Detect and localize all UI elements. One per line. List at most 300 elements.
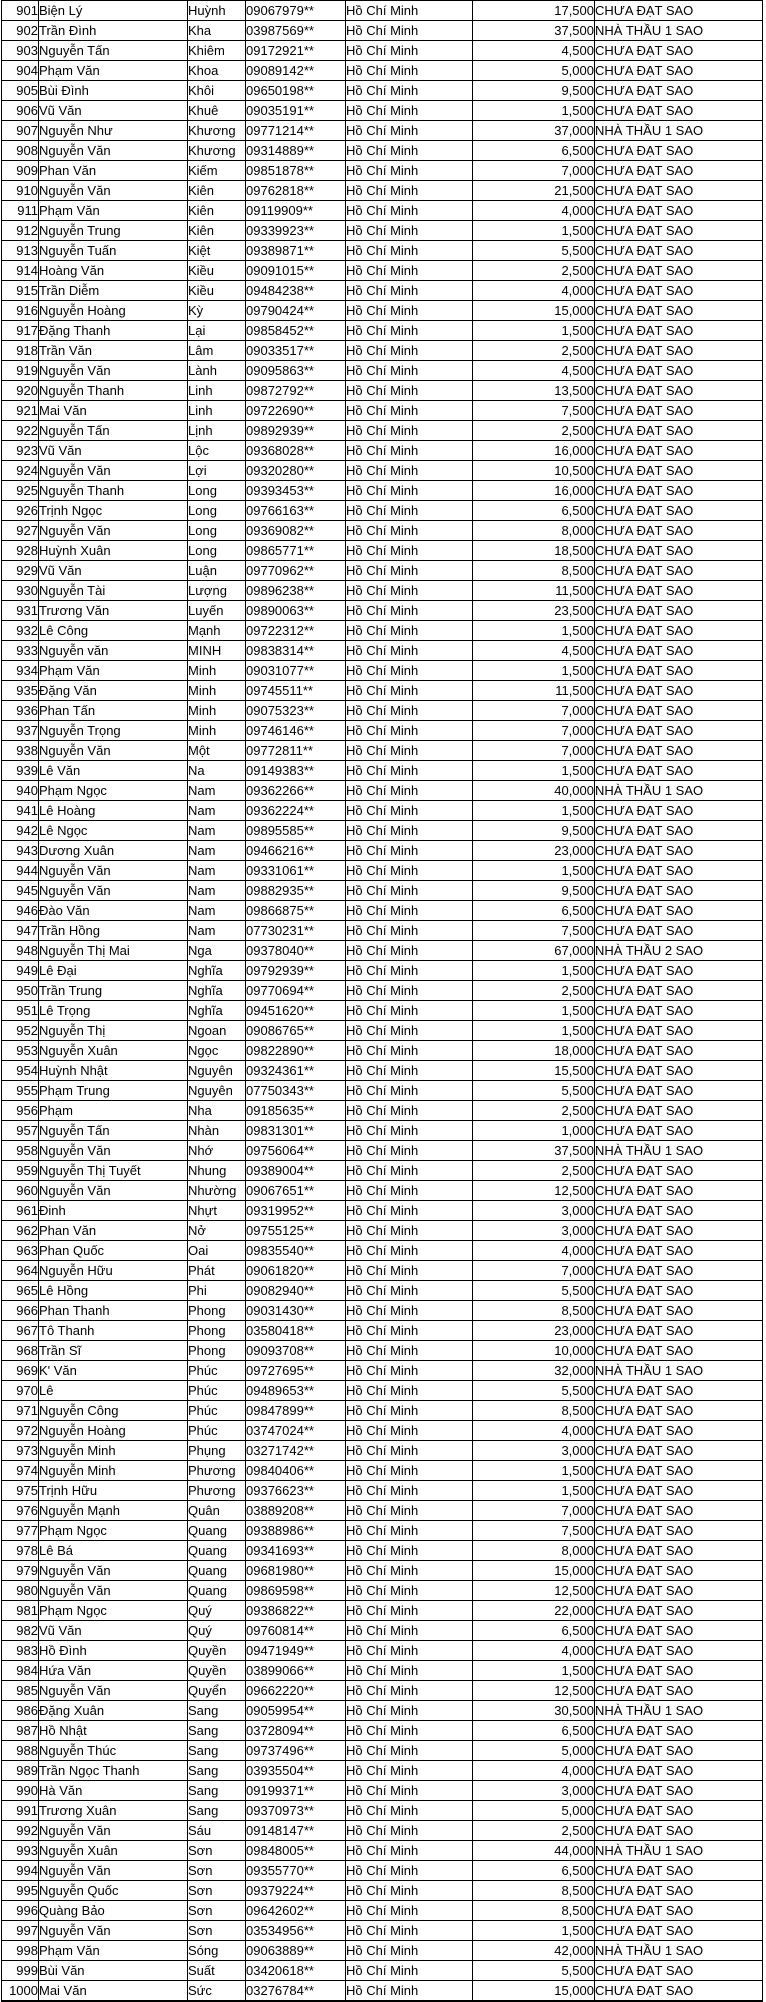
cell-status[interactable]: CHƯA ĐẠT SAO	[595, 1261, 763, 1281]
cell-first-name[interactable]: Na	[188, 761, 246, 781]
cell-status[interactable]: CHƯA ĐẠT SAO	[595, 281, 763, 301]
cell-city[interactable]: Hồ Chí Minh	[346, 1361, 473, 1381]
cell-phone[interactable]: 03276784**	[246, 1981, 346, 2002]
cell-status[interactable]: NHÀ THẦU 1 SAO	[595, 21, 763, 41]
cell-first-name[interactable]: Minh	[188, 721, 246, 741]
cell-last-name[interactable]: Phan Quốc	[39, 1241, 188, 1261]
cell-status[interactable]: CHƯA ĐẠT SAO	[595, 1901, 763, 1921]
cell-first-name[interactable]: Phúc	[188, 1401, 246, 1421]
cell-status[interactable]: CHƯA ĐẠT SAO	[595, 341, 763, 361]
cell-city[interactable]: Hồ Chí Minh	[346, 1001, 473, 1021]
cell-status[interactable]: CHƯA ĐẠT SAO	[595, 1041, 763, 1061]
cell-row-number[interactable]: 979	[2, 1561, 39, 1581]
cell-status[interactable]: CHƯA ĐẠT SAO	[595, 1441, 763, 1461]
cell-last-name[interactable]: Mai Văn	[39, 1981, 188, 2002]
cell-row-number[interactable]: 988	[2, 1741, 39, 1761]
cell-status[interactable]: CHƯA ĐẠT SAO	[595, 1021, 763, 1041]
cell-phone[interactable]: 09331061**	[246, 861, 346, 881]
cell-points[interactable]: 16,000	[473, 441, 595, 461]
cell-points[interactable]: 5,500	[473, 1081, 595, 1101]
cell-phone[interactable]: 09378040**	[246, 941, 346, 961]
cell-row-number[interactable]: 944	[2, 861, 39, 881]
cell-city[interactable]: Hồ Chí Minh	[346, 761, 473, 781]
cell-first-name[interactable]: Linh	[188, 381, 246, 401]
cell-points[interactable]: 1,500	[473, 101, 595, 121]
cell-phone[interactable]: 09756064**	[246, 1141, 346, 1161]
cell-last-name[interactable]: Phạm Ngọc	[39, 781, 188, 801]
cell-points[interactable]: 8,500	[473, 1901, 595, 1921]
cell-city[interactable]: Hồ Chí Minh	[346, 801, 473, 821]
cell-phone[interactable]: 09892939**	[246, 421, 346, 441]
cell-city[interactable]: Hồ Chí Minh	[346, 581, 473, 601]
cell-points[interactable]: 6,500	[473, 1861, 595, 1881]
cell-first-name[interactable]: Ngọc	[188, 1041, 246, 1061]
cell-last-name[interactable]: Nguyễn Minh	[39, 1461, 188, 1481]
cell-row-number[interactable]: 983	[2, 1641, 39, 1661]
cell-last-name[interactable]: Phạm	[39, 1101, 188, 1121]
cell-last-name[interactable]: Hồ Đình	[39, 1641, 188, 1661]
cell-points[interactable]: 2,500	[473, 981, 595, 1001]
cell-phone[interactable]: 09386822**	[246, 1601, 346, 1621]
cell-status[interactable]: CHƯA ĐẠT SAO	[595, 421, 763, 441]
cell-first-name[interactable]: Kha	[188, 21, 246, 41]
cell-phone[interactable]: 09067979**	[246, 1, 346, 21]
cell-phone[interactable]: 09320280**	[246, 461, 346, 481]
cell-status[interactable]: CHƯA ĐẠT SAO	[595, 1721, 763, 1741]
cell-phone[interactable]: 09727695**	[246, 1361, 346, 1381]
cell-phone[interactable]: 09760814**	[246, 1621, 346, 1641]
cell-phone[interactable]: 09031430**	[246, 1301, 346, 1321]
cell-first-name[interactable]: Long	[188, 541, 246, 561]
cell-row-number[interactable]: 999	[2, 1961, 39, 1981]
cell-last-name[interactable]: Nguyễn Tấn	[39, 1121, 188, 1141]
cell-phone[interactable]: 09379224**	[246, 1881, 346, 1901]
cell-first-name[interactable]: Quý	[188, 1601, 246, 1621]
cell-last-name[interactable]: Nguyễn Quốc	[39, 1881, 188, 1901]
cell-city[interactable]: Hồ Chí Minh	[346, 1901, 473, 1921]
cell-row-number[interactable]: 962	[2, 1221, 39, 1241]
cell-status[interactable]: CHƯA ĐẠT SAO	[595, 201, 763, 221]
cell-last-name[interactable]: Phạm Văn	[39, 661, 188, 681]
cell-last-name[interactable]: Nguyễn Tấn	[39, 421, 188, 441]
cell-first-name[interactable]: Phát	[188, 1261, 246, 1281]
cell-row-number[interactable]: 904	[2, 61, 39, 81]
cell-points[interactable]: 6,500	[473, 501, 595, 521]
cell-row-number[interactable]: 989	[2, 1761, 39, 1781]
cell-city[interactable]: Hồ Chí Minh	[346, 141, 473, 161]
cell-points[interactable]: 4,500	[473, 641, 595, 661]
cell-row-number[interactable]: 998	[2, 1941, 39, 1961]
cell-city[interactable]: Hồ Chí Minh	[346, 161, 473, 181]
cell-last-name[interactable]: Phạm Ngọc	[39, 1521, 188, 1541]
cell-points[interactable]: 1,500	[473, 321, 595, 341]
cell-row-number[interactable]: 956	[2, 1101, 39, 1121]
cell-first-name[interactable]: Sơn	[188, 1921, 246, 1941]
cell-last-name[interactable]: Nguyễn Văn	[39, 1921, 188, 1941]
cell-points[interactable]: 15,000	[473, 1561, 595, 1581]
cell-status[interactable]: CHƯA ĐẠT SAO	[595, 381, 763, 401]
cell-status[interactable]: CHƯA ĐẠT SAO	[595, 901, 763, 921]
cell-city[interactable]: Hồ Chí Minh	[346, 1201, 473, 1221]
cell-status[interactable]: CHƯA ĐẠT SAO	[595, 861, 763, 881]
cell-phone[interactable]: 09319952**	[246, 1201, 346, 1221]
cell-city[interactable]: Hồ Chí Minh	[346, 681, 473, 701]
cell-first-name[interactable]: Nam	[188, 861, 246, 881]
cell-points[interactable]: 37,000	[473, 121, 595, 141]
cell-city[interactable]: Hồ Chí Minh	[346, 861, 473, 881]
cell-city[interactable]: Hồ Chí Minh	[346, 1681, 473, 1701]
cell-last-name[interactable]: Phạm Ngọc	[39, 1601, 188, 1621]
cell-row-number[interactable]: 928	[2, 541, 39, 561]
cell-first-name[interactable]: Sơn	[188, 1861, 246, 1881]
cell-city[interactable]: Hồ Chí Minh	[346, 1801, 473, 1821]
cell-phone[interactable]: 03534956**	[246, 1921, 346, 1941]
cell-row-number[interactable]: 921	[2, 401, 39, 421]
cell-first-name[interactable]: Sang	[188, 1781, 246, 1801]
cell-points[interactable]: 11,500	[473, 681, 595, 701]
cell-city[interactable]: Hồ Chí Minh	[346, 501, 473, 521]
cell-row-number[interactable]: 965	[2, 1281, 39, 1301]
cell-phone[interactable]: 09745511**	[246, 681, 346, 701]
cell-city[interactable]: Hồ Chí Minh	[346, 1481, 473, 1501]
cell-city[interactable]: Hồ Chí Minh	[346, 1081, 473, 1101]
cell-first-name[interactable]: Nam	[188, 801, 246, 821]
cell-first-name[interactable]: Kiên	[188, 221, 246, 241]
cell-first-name[interactable]: Lâm	[188, 341, 246, 361]
cell-status[interactable]: CHƯA ĐẠT SAO	[595, 141, 763, 161]
cell-status[interactable]: CHƯA ĐẠT SAO	[595, 1, 763, 21]
cell-row-number[interactable]: 960	[2, 1181, 39, 1201]
cell-points[interactable]: 3,000	[473, 1781, 595, 1801]
cell-phone[interactable]: 09063889**	[246, 1941, 346, 1961]
cell-first-name[interactable]: Nam	[188, 881, 246, 901]
cell-row-number[interactable]: 910	[2, 181, 39, 201]
cell-first-name[interactable]: Suất	[188, 1961, 246, 1981]
cell-status[interactable]: CHƯA ĐẠT SAO	[595, 181, 763, 201]
cell-first-name[interactable]: Long	[188, 521, 246, 541]
cell-status[interactable]: CHƯA ĐẠT SAO	[595, 821, 763, 841]
cell-points[interactable]: 1,500	[473, 761, 595, 781]
cell-row-number[interactable]: 1000	[2, 1981, 39, 2002]
cell-phone[interactable]: 09650198**	[246, 81, 346, 101]
cell-points[interactable]: 11,500	[473, 581, 595, 601]
cell-points[interactable]: 4,500	[473, 41, 595, 61]
cell-phone[interactable]: 09035191**	[246, 101, 346, 121]
cell-row-number[interactable]: 918	[2, 341, 39, 361]
cell-first-name[interactable]: Lịnh	[188, 421, 246, 441]
cell-city[interactable]: Hồ Chí Minh	[346, 1841, 473, 1861]
cell-row-number[interactable]: 982	[2, 1621, 39, 1641]
cell-city[interactable]: Hồ Chí Minh	[346, 921, 473, 941]
cell-points[interactable]: 9,500	[473, 81, 595, 101]
cell-first-name[interactable]: Huỳnh	[188, 1, 246, 21]
cell-first-name[interactable]: Nguyên	[188, 1061, 246, 1081]
cell-points[interactable]: 23,000	[473, 1321, 595, 1341]
cell-last-name[interactable]: Lê	[39, 1381, 188, 1401]
cell-first-name[interactable]: Sáu	[188, 1821, 246, 1841]
cell-phone[interactable]: 03935504**	[246, 1761, 346, 1781]
cell-points[interactable]: 5,500	[473, 241, 595, 261]
cell-city[interactable]: Hồ Chí Minh	[346, 1221, 473, 1241]
cell-last-name[interactable]: Hồ Nhật	[39, 1721, 188, 1741]
cell-first-name[interactable]: Quân	[188, 1501, 246, 1521]
cell-city[interactable]: Hồ Chí Minh	[346, 1621, 473, 1641]
cell-last-name[interactable]: Nguyễn Thị	[39, 1021, 188, 1041]
cell-points[interactable]: 15,500	[473, 1061, 595, 1081]
cell-points[interactable]: 42,000	[473, 1941, 595, 1961]
cell-row-number[interactable]: 977	[2, 1521, 39, 1541]
cell-row-number[interactable]: 942	[2, 821, 39, 841]
cell-row-number[interactable]: 920	[2, 381, 39, 401]
cell-first-name[interactable]: Phương	[188, 1461, 246, 1481]
cell-first-name[interactable]: Phụng	[188, 1441, 246, 1461]
cell-city[interactable]: Hồ Chí Minh	[346, 261, 473, 281]
cell-points[interactable]: 15,000	[473, 1981, 595, 2002]
cell-phone[interactable]: 09095863**	[246, 361, 346, 381]
cell-status[interactable]: CHƯA ĐẠT SAO	[595, 1341, 763, 1361]
cell-status[interactable]: CHƯA ĐẠT SAO	[595, 761, 763, 781]
cell-status[interactable]: CHƯA ĐẠT SAO	[595, 1061, 763, 1081]
cell-last-name[interactable]: Lê Đại	[39, 961, 188, 981]
cell-phone[interactable]: 09484238**	[246, 281, 346, 301]
cell-first-name[interactable]: Một	[188, 741, 246, 761]
cell-city[interactable]: Hồ Chí Minh	[346, 1961, 473, 1981]
cell-first-name[interactable]: Kiên	[188, 181, 246, 201]
cell-last-name[interactable]: Dương Xuân	[39, 841, 188, 861]
cell-status[interactable]: CHƯA ĐẠT SAO	[595, 501, 763, 521]
cell-status[interactable]: CHƯA ĐẠT SAO	[595, 1461, 763, 1481]
cell-row-number[interactable]: 912	[2, 221, 39, 241]
cell-first-name[interactable]: Khôi	[188, 81, 246, 101]
cell-status[interactable]: CHƯA ĐẠT SAO	[595, 261, 763, 281]
cell-first-name[interactable]: Sơn	[188, 1881, 246, 1901]
cell-status[interactable]: CHƯA ĐẠT SAO	[595, 921, 763, 941]
cell-row-number[interactable]: 917	[2, 321, 39, 341]
cell-phone[interactable]: 09838314**	[246, 641, 346, 661]
cell-status[interactable]: CHƯA ĐẠT SAO	[595, 1761, 763, 1781]
cell-status[interactable]: CHƯA ĐẠT SAO	[595, 541, 763, 561]
cell-city[interactable]: Hồ Chí Minh	[346, 1701, 473, 1721]
cell-city[interactable]: Hồ Chí Minh	[346, 1981, 473, 2002]
cell-first-name[interactable]: Quang	[188, 1541, 246, 1561]
cell-points[interactable]: 4,000	[473, 281, 595, 301]
cell-city[interactable]: Hồ Chí Minh	[346, 1501, 473, 1521]
cell-phone[interactable]: 09866875**	[246, 901, 346, 921]
cell-phone[interactable]: 09369082**	[246, 521, 346, 541]
cell-city[interactable]: Hồ Chí Minh	[346, 641, 473, 661]
cell-status[interactable]: CHƯA ĐẠT SAO	[595, 441, 763, 461]
cell-row-number[interactable]: 971	[2, 1401, 39, 1421]
cell-row-number[interactable]: 976	[2, 1501, 39, 1521]
cell-city[interactable]: Hồ Chí Minh	[346, 361, 473, 381]
cell-last-name[interactable]: Nguyễn Minh	[39, 1441, 188, 1461]
cell-first-name[interactable]: Sơn	[188, 1901, 246, 1921]
cell-first-name[interactable]: Luyến	[188, 601, 246, 621]
cell-city[interactable]: Hồ Chí Minh	[346, 961, 473, 981]
cell-status[interactable]: CHƯA ĐẠT SAO	[595, 1601, 763, 1621]
cell-phone[interactable]: 09355770**	[246, 1861, 346, 1881]
cell-last-name[interactable]: Vũ Văn	[39, 441, 188, 461]
cell-city[interactable]: Hồ Chí Minh	[346, 1741, 473, 1761]
cell-points[interactable]: 16,000	[473, 481, 595, 501]
cell-row-number[interactable]: 984	[2, 1661, 39, 1681]
cell-row-number[interactable]: 964	[2, 1261, 39, 1281]
cell-phone[interactable]: 03889208**	[246, 1501, 346, 1521]
cell-row-number[interactable]: 940	[2, 781, 39, 801]
cell-row-number[interactable]: 997	[2, 1921, 39, 1941]
cell-city[interactable]: Hồ Chí Minh	[346, 1141, 473, 1161]
cell-points[interactable]: 22,000	[473, 1601, 595, 1621]
cell-row-number[interactable]: 913	[2, 241, 39, 261]
cell-phone[interactable]: 09792939**	[246, 961, 346, 981]
cell-city[interactable]: Hồ Chí Minh	[346, 901, 473, 921]
cell-city[interactable]: Hồ Chí Minh	[346, 1921, 473, 1941]
cell-last-name[interactable]: Đinh	[39, 1201, 188, 1221]
cell-status[interactable]: CHƯA ĐẠT SAO	[595, 1921, 763, 1941]
cell-phone[interactable]: 09061820**	[246, 1261, 346, 1281]
cell-row-number[interactable]: 968	[2, 1341, 39, 1361]
cell-points[interactable]: 21,500	[473, 181, 595, 201]
cell-points[interactable]: 4,000	[473, 1761, 595, 1781]
cell-points[interactable]: 1,000	[473, 1121, 595, 1141]
cell-points[interactable]: 1,500	[473, 801, 595, 821]
cell-points[interactable]: 3,000	[473, 1221, 595, 1241]
cell-phone[interactable]: 09872792**	[246, 381, 346, 401]
cell-phone[interactable]: 09339923**	[246, 221, 346, 241]
cell-status[interactable]: CHƯA ĐẠT SAO	[595, 801, 763, 821]
cell-city[interactable]: Hồ Chí Minh	[346, 941, 473, 961]
cell-last-name[interactable]: Lê Văn	[39, 761, 188, 781]
cell-last-name[interactable]: Bùi Văn	[39, 1961, 188, 1981]
cell-row-number[interactable]: 947	[2, 921, 39, 941]
cell-city[interactable]: Hồ Chí Minh	[346, 1641, 473, 1661]
cell-status[interactable]: CHƯA ĐẠT SAO	[595, 481, 763, 501]
cell-city[interactable]: Hồ Chí Minh	[346, 781, 473, 801]
cell-first-name[interactable]: Nam	[188, 901, 246, 921]
cell-phone[interactable]: 09746146**	[246, 721, 346, 741]
cell-points[interactable]: 6,500	[473, 141, 595, 161]
cell-last-name[interactable]: Nguyễn Thị Mai	[39, 941, 188, 961]
cell-first-name[interactable]: Khuê	[188, 101, 246, 121]
cell-phone[interactable]: 09362224**	[246, 801, 346, 821]
cell-last-name[interactable]: Nguyễn Tài	[39, 581, 188, 601]
cell-row-number[interactable]: 909	[2, 161, 39, 181]
cell-first-name[interactable]: Nam	[188, 821, 246, 841]
cell-last-name[interactable]: Trương Xuân	[39, 1801, 188, 1821]
cell-phone[interactable]: 09324361**	[246, 1061, 346, 1081]
cell-status[interactable]: NHÀ THẦU 1 SAO	[595, 1941, 763, 1961]
cell-row-number[interactable]: 914	[2, 261, 39, 281]
cell-last-name[interactable]: Vũ Văn	[39, 1621, 188, 1641]
cell-row-number[interactable]: 939	[2, 761, 39, 781]
cell-city[interactable]: Hồ Chí Minh	[346, 1341, 473, 1361]
cell-last-name[interactable]: Phạm Văn	[39, 1941, 188, 1961]
cell-status[interactable]: CHƯA ĐẠT SAO	[595, 1321, 763, 1341]
cell-status[interactable]: CHƯA ĐẠT SAO	[595, 1861, 763, 1881]
cell-row-number[interactable]: 975	[2, 1481, 39, 1501]
cell-first-name[interactable]: Linh	[188, 401, 246, 421]
cell-first-name[interactable]: Minh	[188, 701, 246, 721]
cell-first-name[interactable]: Khương	[188, 121, 246, 141]
cell-row-number[interactable]: 923	[2, 441, 39, 461]
cell-row-number[interactable]: 981	[2, 1601, 39, 1621]
cell-row-number[interactable]: 980	[2, 1581, 39, 1601]
cell-phone[interactable]: 09172921**	[246, 41, 346, 61]
cell-status[interactable]: CHƯA ĐẠT SAO	[595, 1221, 763, 1241]
cell-status[interactable]: CHƯA ĐẠT SAO	[595, 1161, 763, 1181]
cell-city[interactable]: Hồ Chí Minh	[346, 1941, 473, 1961]
cell-last-name[interactable]: Vũ Văn	[39, 561, 188, 581]
cell-points[interactable]: 9,500	[473, 881, 595, 901]
cell-first-name[interactable]: Quyền	[188, 1661, 246, 1681]
cell-city[interactable]: Hồ Chí Minh	[346, 101, 473, 121]
cell-first-name[interactable]: Lành	[188, 361, 246, 381]
cell-points[interactable]: 1,500	[473, 661, 595, 681]
cell-first-name[interactable]: Kiệt	[188, 241, 246, 261]
cell-first-name[interactable]: Ngoan	[188, 1021, 246, 1041]
cell-row-number[interactable]: 955	[2, 1081, 39, 1101]
cell-first-name[interactable]: Minh	[188, 661, 246, 681]
cell-row-number[interactable]: 941	[2, 801, 39, 821]
cell-phone[interactable]: 09451620**	[246, 1001, 346, 1021]
cell-city[interactable]: Hồ Chí Minh	[346, 621, 473, 641]
cell-last-name[interactable]: Trịnh Hữu	[39, 1481, 188, 1501]
cell-last-name[interactable]: Phạm Văn	[39, 61, 188, 81]
cell-row-number[interactable]: 934	[2, 661, 39, 681]
cell-row-number[interactable]: 925	[2, 481, 39, 501]
cell-points[interactable]: 7,000	[473, 701, 595, 721]
cell-last-name[interactable]: Nguyễn Văn	[39, 1581, 188, 1601]
cell-points[interactable]: 7,500	[473, 921, 595, 941]
cell-points[interactable]: 8,000	[473, 521, 595, 541]
cell-first-name[interactable]: Nhớ	[188, 1141, 246, 1161]
cell-last-name[interactable]: Đặng Văn	[39, 681, 188, 701]
cell-phone[interactable]: 09089142**	[246, 61, 346, 81]
cell-phone[interactable]: 09393453**	[246, 481, 346, 501]
cell-points[interactable]: 6,500	[473, 1621, 595, 1641]
cell-phone[interactable]: 09770694**	[246, 981, 346, 1001]
cell-city[interactable]: Hồ Chí Minh	[346, 321, 473, 341]
cell-city[interactable]: Hồ Chí Minh	[346, 521, 473, 541]
cell-points[interactable]: 1,500	[473, 1481, 595, 1501]
cell-status[interactable]: NHÀ THẦU 1 SAO	[595, 781, 763, 801]
cell-points[interactable]: 7,500	[473, 401, 595, 421]
cell-last-name[interactable]: Nguyễn Hoàng	[39, 1421, 188, 1441]
cell-city[interactable]: Hồ Chí Minh	[346, 841, 473, 861]
cell-row-number[interactable]: 901	[2, 1, 39, 21]
cell-phone[interactable]: 09314889**	[246, 141, 346, 161]
cell-points[interactable]: 17,500	[473, 1, 595, 21]
cell-points[interactable]: 1,500	[473, 1001, 595, 1021]
cell-last-name[interactable]: Nguyễn Văn	[39, 181, 188, 201]
cell-city[interactable]: Hồ Chí Minh	[346, 181, 473, 201]
cell-points[interactable]: 1,500	[473, 1461, 595, 1481]
cell-first-name[interactable]: Phong	[188, 1341, 246, 1361]
cell-status[interactable]: CHƯA ĐẠT SAO	[595, 721, 763, 741]
cell-status[interactable]: NHÀ THẦU 1 SAO	[595, 121, 763, 141]
cell-first-name[interactable]: Phi	[188, 1281, 246, 1301]
cell-last-name[interactable]: Nguyễn Trung	[39, 221, 188, 241]
cell-city[interactable]: Hồ Chí Minh	[346, 1661, 473, 1681]
cell-last-name[interactable]: Nguyễn Văn	[39, 861, 188, 881]
cell-status[interactable]: CHƯA ĐẠT SAO	[595, 101, 763, 121]
cell-status[interactable]: CHƯA ĐẠT SAO	[595, 621, 763, 641]
cell-status[interactable]: CHƯA ĐẠT SAO	[595, 1541, 763, 1561]
cell-first-name[interactable]: Quang	[188, 1521, 246, 1541]
cell-status[interactable]: CHƯA ĐẠT SAO	[595, 1781, 763, 1801]
cell-phone[interactable]: 07730231**	[246, 921, 346, 941]
cell-status[interactable]: NHÀ THẦU 1 SAO	[595, 1841, 763, 1861]
